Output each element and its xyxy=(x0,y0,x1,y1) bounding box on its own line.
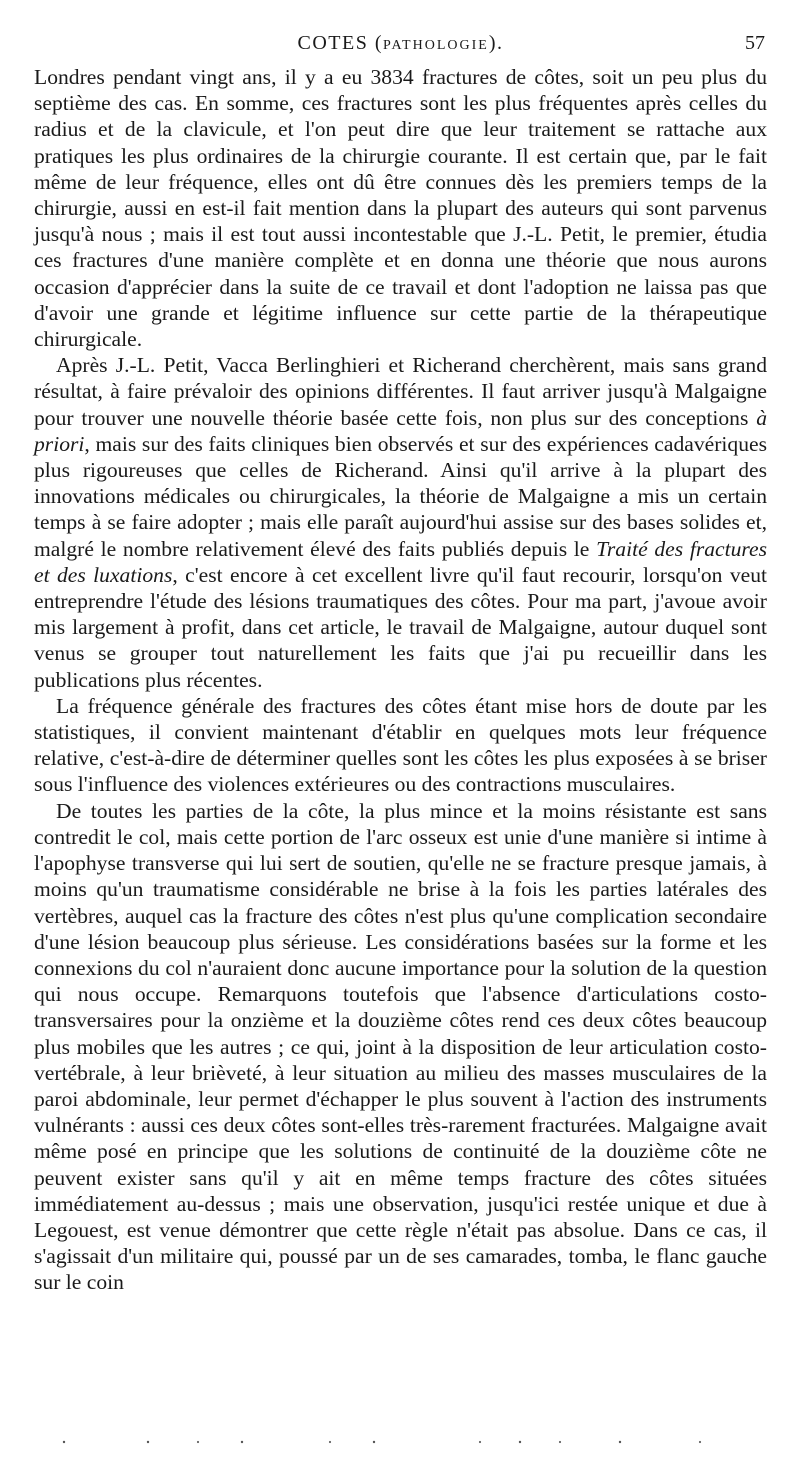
running-title xyxy=(34,30,767,59)
paragraph-3: La fréquence générale des fractures des côtes étant mise hors de doute par les statistiques, il convient maintenant d'établir en quelques mots leur fréquence relative, c'est-à-dire de déterminer quelles sont les côtes les plus exposées à se briser sous l'influence des violences extérieures ou des contractions musculaires. xyxy=(34,693,767,797)
speck xyxy=(147,1441,149,1443)
running-title-close: ). xyxy=(488,32,504,54)
speck xyxy=(559,1441,561,1443)
paragraph-2-part-a: Après J.-L. Petit, Vacca Berlinghieri et Richerand cherchèrent, mais sans grand résultat, à faire prévaloir des opinions différentes. Il faut arriver jusqu'à Malgaigne pour trouver une nouvelle théorie basée cette fois, non plus sur des conceptions xyxy=(34,353,767,430)
speck xyxy=(241,1441,243,1443)
speck xyxy=(373,1441,375,1443)
paragraph-2-part-c: , c'est encore à cet excellent livre qu'il faut recourir, lorsqu'on veut entreprendre l'étude des lésions traumatiques des côtes. Pour ma part, j'avoue avoir mis largement à profit, dans cet article, le travail de Malgaigne, autour duquel sont venus se grouper tout naturellement les faits que j'ai pu recueillir dans les publications plus récentes. xyxy=(34,562,768,692)
book-page xyxy=(34,30,767,1296)
running-title-subject: PATHOLOGIE xyxy=(383,38,489,53)
speck xyxy=(329,1441,331,1443)
speck xyxy=(197,1441,199,1443)
running-title-main: COTES ( xyxy=(297,32,383,54)
paragraph-4: De toutes les parties de la côte, la plus mince et la moins résistante est sans contredit le col, mais cette portion de l'arc osseux est unie d'une manière si intime à l'apophyse transverse qui lui sert de soutien, qu'elle ne se fracture presque jamais, à moins qu'un traumatisme considérable ne brise à la fois les parties latérales des vertèbres, auquel cas la fracture des côtes n'est plus qu'une complication secondaire d'une lésion beaucoup plus sérieuse. Les considérations basées sur la forme et les connexions du col n'auraient donc aucune importance pour la solution de la question qui nous occupe. Remarquons toutefois que l'absence d'articulations costo-transversaires pour la onzième et la douzième côtes rend ces deux côtes beaucoup plus mobiles que les autres ; ce qui, joint à la disposition de leur articulation costo-vertébrale, à leur brièveté, à leur situation au milieu des masses musculaires de la paroi abdominale, leur permet d'échapper le plus souvent à l'action des instruments vulnérants : aussi ces deux côtes sont-elles très-rarement fracturées. Malgaigne avait même posé en principe que les solutions de continuité de la douzième côte ne peuvent exister sans qu'il y ait en même temps fracture des côtes situées immédiatement au-dessus ; mais une observation, jusqu'ici restée unique et due à Legouest, est venue démontrer que cette règle n'était pas absolue. Dans ce cas, il s'agissait d'un militaire qui, poussé par un de ses camarades, tomba, le flanc gauche sur le coin xyxy=(34,798,767,1295)
italic-a-priori: à priori xyxy=(34,405,767,456)
bottom-print-specks xyxy=(60,1439,760,1445)
speck xyxy=(699,1441,701,1443)
speck xyxy=(619,1441,621,1443)
page-number: 57 xyxy=(745,32,765,54)
speck xyxy=(479,1441,481,1443)
paragraph-2 xyxy=(34,352,767,693)
speck xyxy=(519,1441,521,1443)
body-text xyxy=(34,64,767,1296)
italic-book-title: Traité des fractures et des luxations xyxy=(34,536,767,587)
running-head xyxy=(34,30,767,56)
paragraph-2-part-b: , mais sur des faits cliniques bien observés et sur des expériences cadavériques plus rigoureuses que celles de Richerand. Ainsi qu'il arrive à la plupart des innovations médicales ou chirurgicales, la théorie de Malgaigne a mis un certain temps à se faire adopter ; mais elle paraît aujourd'hui assise sur des bases solides et, malgré le nombre relativement élevé des faits publiés depuis le xyxy=(34,431,767,561)
paragraph-1: Londres pendant vingt ans, il y a eu 3834 fractures de côtes, soit un peu plus du septième des cas. En somme, ces fractures sont les plus fréquentes après celles du radius et de la clavicule, et l'on peut dire que leur traitement se rattache aux pratiques les plus ordinaires de la chirurgie courante. Il est certain que, par le fait même de leur fréquence, elles ont dû être connues dès les premiers temps de la chirurgie, aussi en est-il fait mention dans la plupart des auteurs qui sont parvenus jusqu'à nous ; mais il est tout aussi incontestable que J.-L. Petit, le premier, étudia ces fractures d'une manière complète et en donna une théorie que nous aurons occasion d'apprécier dans la suite de ce travail et dont l'adoption ne laissa pas que d'avoir une grande et légitime influence sur cette partie de la thérapeutique chirurgicale. xyxy=(34,65,767,352)
speck xyxy=(63,1441,65,1443)
